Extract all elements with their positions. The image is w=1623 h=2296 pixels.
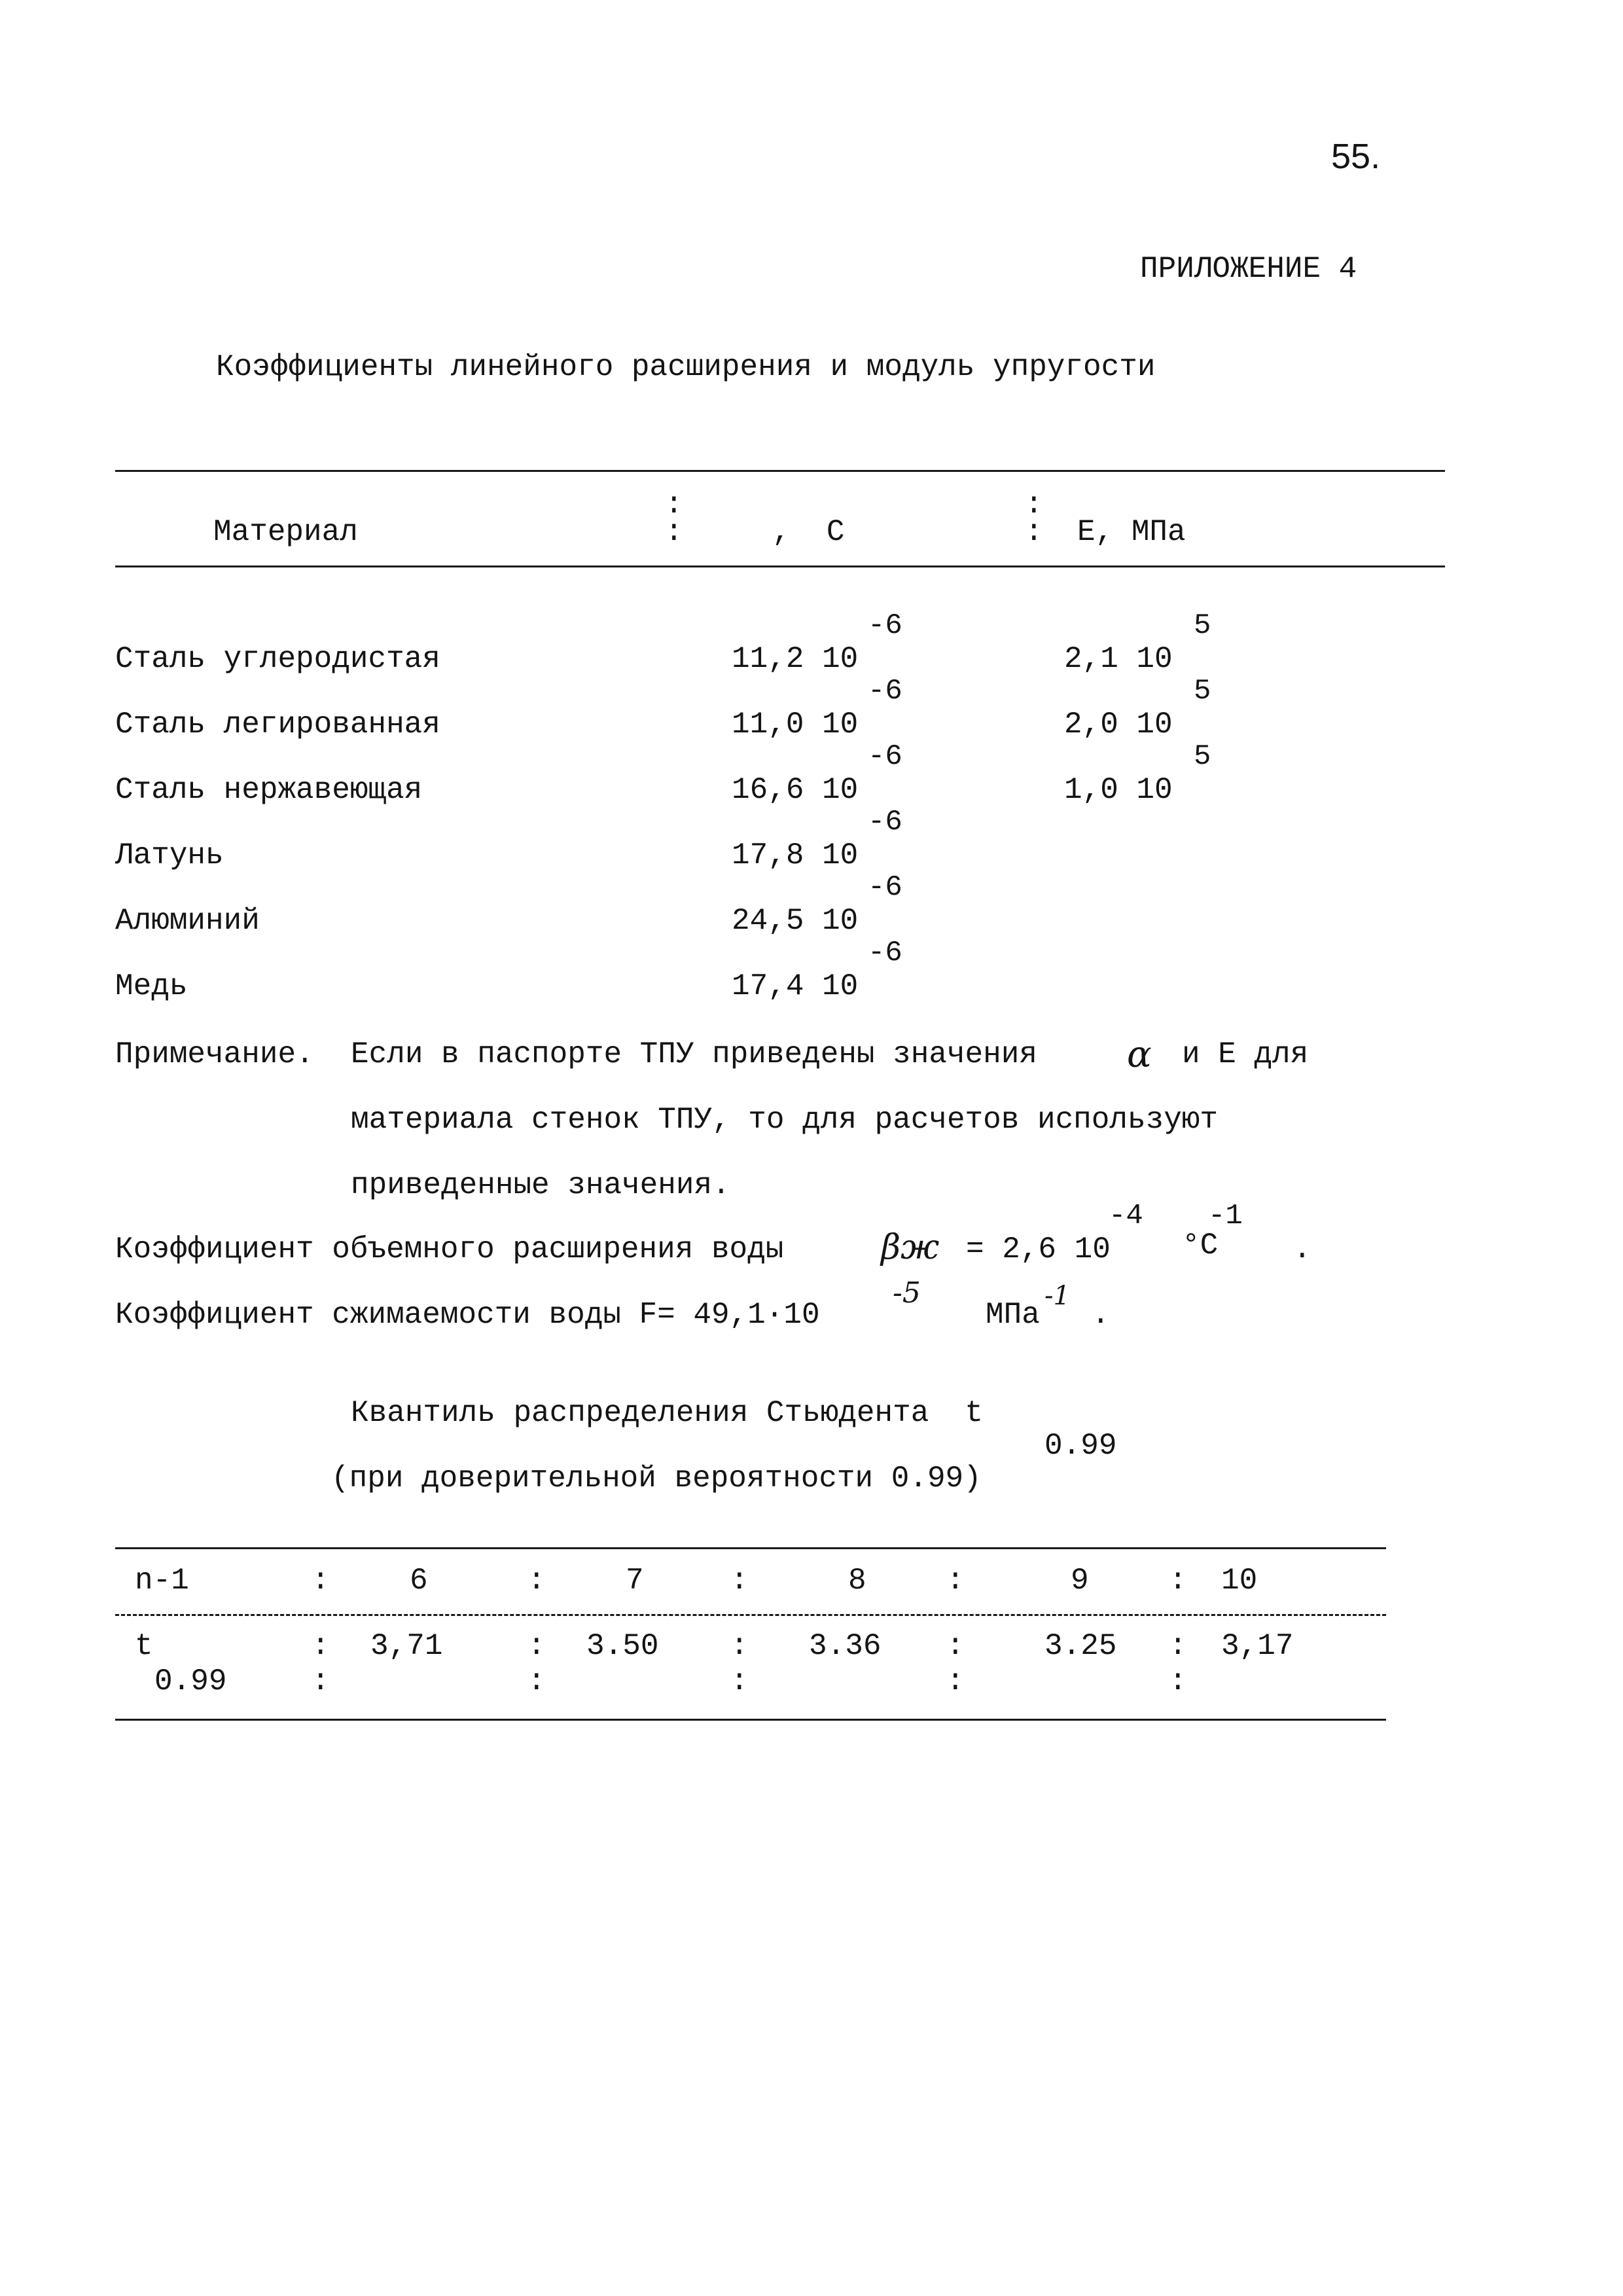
table1-title: Коэффициенты линейного расширения и модуль упругости <box>216 350 1156 384</box>
header-colon: : <box>1025 488 1043 522</box>
alpha-exponent: -6 <box>868 609 902 642</box>
alpha-exponent: -6 <box>868 871 902 904</box>
material-name: Сталь нержавеющая <box>115 773 423 807</box>
alpha-value: 16,6 10 <box>732 773 859 807</box>
material-name: Алюминий <box>115 904 260 938</box>
note-line3: приведенные значения. <box>351 1168 730 1202</box>
material-name: Латунь <box>115 838 224 872</box>
modulus-value: 1,0 10 <box>1064 773 1173 807</box>
column-colon: : <box>1169 1564 1187 1598</box>
t-value: 3,17 <box>1221 1629 1294 1663</box>
column-colon: : <box>946 1629 965 1663</box>
table2-dashed-rule <box>115 1614 1386 1616</box>
t-label-sub: 0.99 <box>154 1664 227 1698</box>
expansion-exponent: -4 <box>1109 1200 1143 1232</box>
t-value: 3.25 <box>1044 1629 1117 1663</box>
n-value: 9 <box>1071 1564 1089 1598</box>
column-colon: : <box>730 1664 749 1698</box>
t-value: 3.36 <box>809 1629 882 1663</box>
modulus-value: 2,0 10 <box>1064 708 1173 742</box>
header-alpha: , С <box>772 515 845 549</box>
table2-top-rule <box>115 1547 1386 1549</box>
page-number: 55. <box>1331 137 1381 176</box>
note-line1-a: Если в паспорте ТПУ приведены значения <box>351 1037 1037 1071</box>
t-label: t <box>135 1629 153 1663</box>
alpha-value: 11,2 10 <box>732 642 859 676</box>
column-colon: : <box>946 1664 965 1698</box>
table1-header-rule <box>115 565 1445 567</box>
column-colon: : <box>1169 1629 1187 1663</box>
n-value: 6 <box>410 1564 428 1598</box>
compressibility-text: Коэффициент сжимаемости воды F= 49,1·10 <box>115 1298 820 1332</box>
column-colon: : <box>730 1564 749 1598</box>
alpha-value: 24,5 10 <box>732 904 859 938</box>
compressibility-period: . <box>1092 1298 1110 1332</box>
alpha-value: 11,0 10 <box>732 708 859 742</box>
student-title-sub: 0.99 <box>1044 1429 1117 1463</box>
column-colon: : <box>312 1629 330 1663</box>
appendix-label: ПРИЛОЖЕНИЕ 4 <box>1140 252 1357 286</box>
alpha-value: 17,8 10 <box>732 838 859 872</box>
alpha-exponent: -6 <box>868 937 902 969</box>
column-colon: : <box>946 1564 965 1598</box>
material-name: Сталь углеродистая <box>115 642 440 676</box>
table2-bottom-rule <box>115 1719 1386 1721</box>
column-colon: : <box>312 1564 330 1598</box>
student-title: Квантиль распределения Стьюдента t <box>351 1396 984 1430</box>
alpha-exponent: -6 <box>868 806 902 838</box>
alpha-exponent: -6 <box>868 675 902 708</box>
beta-symbol: βж <box>881 1228 940 1267</box>
modulus-exponent: 5 <box>1194 675 1211 708</box>
column-colon: : <box>312 1664 330 1698</box>
expansion-period: . <box>1293 1232 1311 1266</box>
alpha-value: 17,4 10 <box>732 969 859 1003</box>
note-label: Примечание. <box>115 1037 314 1071</box>
n-value: 10 <box>1221 1564 1258 1598</box>
table1-top-rule <box>115 470 1445 472</box>
compressibility-unit: МПа <box>986 1298 1040 1332</box>
student-subtitle: (при доверительной вероятности 0.99) <box>331 1462 982 1496</box>
column-colon: : <box>527 1629 546 1663</box>
expansion-value: = 2,6 10 <box>966 1232 1111 1266</box>
expansion-unit-exponent: -1 <box>1208 1200 1243 1232</box>
n-value: 7 <box>626 1564 644 1598</box>
modulus-exponent: 5 <box>1194 609 1211 642</box>
note-line1-b: и Е для <box>1182 1037 1309 1071</box>
column-colon: : <box>1169 1664 1187 1698</box>
header-colon: : <box>665 515 683 549</box>
n-value: 8 <box>848 1564 866 1598</box>
modulus-exponent: 5 <box>1194 740 1211 773</box>
note-line2: материала стенок ТПУ, то для расчетов используют <box>351 1103 1219 1137</box>
column-colon: : <box>527 1564 546 1598</box>
n-label: n-1 <box>135 1564 189 1598</box>
material-name: Сталь легированная <box>115 708 440 742</box>
alpha-symbol: α <box>1127 1033 1152 1076</box>
compressibility-exponent: -5 <box>893 1276 921 1310</box>
modulus-value: 2,1 10 <box>1064 642 1173 676</box>
t-value: 3,71 <box>370 1629 443 1663</box>
expansion-text: Коэффициент объемного расширения воды <box>115 1232 784 1266</box>
header-material: Материал <box>213 515 358 549</box>
alpha-exponent: -6 <box>868 740 902 773</box>
expansion-unit: °С <box>1182 1229 1219 1263</box>
t-value: 3.50 <box>586 1629 659 1663</box>
column-colon: : <box>527 1664 546 1698</box>
header-colon: : <box>1025 515 1043 549</box>
compressibility-unit-exponent: -1 <box>1044 1281 1070 1311</box>
header-colon: : <box>665 488 683 522</box>
header-modulus: Е, МПа <box>1077 515 1186 549</box>
material-name: Медь <box>115 969 188 1003</box>
column-colon: : <box>730 1629 749 1663</box>
